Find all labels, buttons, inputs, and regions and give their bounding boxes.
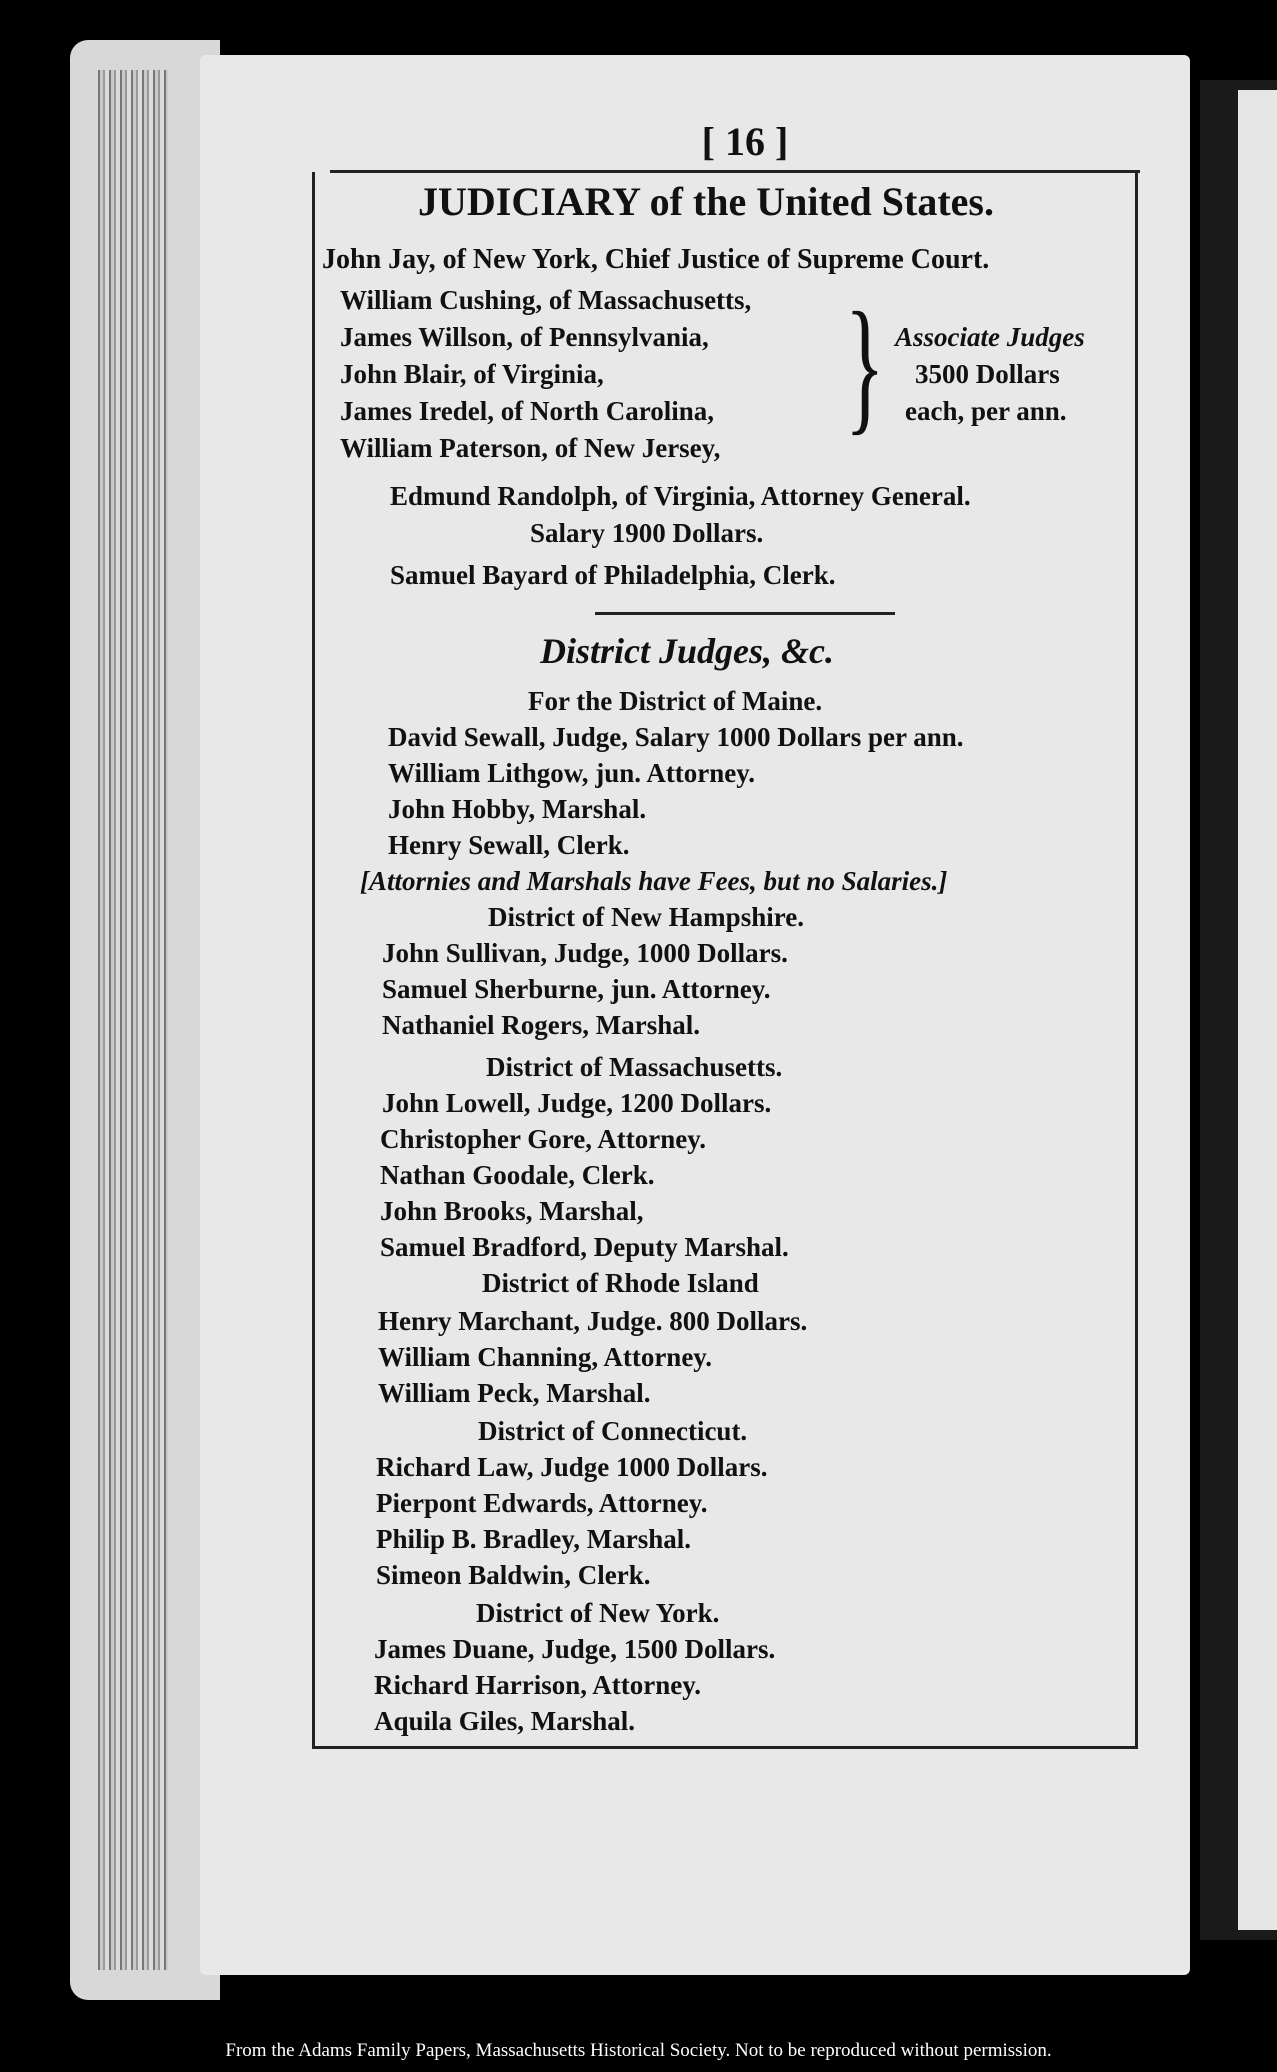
district-line: John Sullivan, Judge, 1000 Dollars. (382, 938, 788, 968)
district-line: District of Massachusetts. (486, 1052, 783, 1082)
attorney-general-line: Edmund Randolph, of Virginia, Attorney General. (390, 481, 971, 511)
associate-judge: James Willson, of Pennsylvania, (340, 322, 709, 352)
district-line: District of Connecticut. (478, 1416, 748, 1446)
page-number: [ 16 ] (701, 119, 789, 164)
district-line: John Hobby, Marshal. (388, 794, 647, 824)
district-line: Pierpont Edwards, Attorney. (376, 1488, 708, 1518)
associate-judge: William Paterson, of New Jersey, (340, 433, 721, 463)
salary-line: Salary 1900 Dollars. (530, 518, 764, 548)
district-line: Henry Marchant, Judge. 800 Dollars. (378, 1306, 808, 1336)
district-line: Henry Sewall, Clerk. (388, 830, 630, 860)
district-line: Samuel Bradford, Deputy Marshal. (380, 1232, 789, 1262)
district-line: William Peck, Marshal. (378, 1378, 651, 1408)
clerk-line: Samuel Bayard of Philadelphia, Clerk. (390, 560, 836, 590)
associate-judge: John Blair, of Virginia, (340, 359, 604, 389)
district-line: Nathaniel Rogers, Marshal. (382, 1010, 700, 1040)
district-line: David Sewall, Judge, Salary 1000 Dollars per ann. (388, 722, 964, 752)
district-line: John Lowell, Judge, 1200 Dollars. (382, 1088, 772, 1118)
district-line: District of New York. (476, 1598, 720, 1628)
facing-page-strip (1238, 90, 1277, 1930)
district-line: Richard Harrison, Attorney. (374, 1670, 701, 1700)
district-line: Nathan Goodale, Clerk. (380, 1160, 655, 1190)
district-heading: District Judges, &c. (540, 631, 834, 671)
associate-note: each, per ann. (905, 396, 1067, 426)
district-line: William Lithgow, jun. Attorney. (388, 758, 756, 788)
section-title: JUDICIARY of the United States. (418, 179, 994, 224)
district-line: Aquila Giles, Marshal. (374, 1706, 636, 1736)
associate-judge: William Cushing, of Massachusetts, (340, 285, 752, 315)
district-line: Simeon Baldwin, Clerk. (376, 1560, 651, 1590)
district-line: [Attornies and Marshals have Fees, but no Salaries.] (360, 866, 948, 896)
chief-justice-line: John Jay, of New York, Chief Justice of Supreme Court. (322, 244, 990, 275)
page-edges (98, 70, 168, 1970)
district-line: Philip B. Bradley, Marshal. (376, 1524, 692, 1554)
district-line: Richard Law, Judge 1000 Dollars. (376, 1452, 768, 1482)
district-line: William Channing, Attorney. (378, 1342, 713, 1372)
associate-note: 3500 Dollars (915, 359, 1060, 389)
district-line: Christopher Gore, Attorney. (380, 1124, 706, 1154)
associate-judge: James Iredel, of North Carolina, (340, 396, 714, 426)
associate-note: Associate Judges (895, 322, 1085, 352)
book-spine-left (70, 40, 220, 2000)
district-line: John Brooks, Marshal, (380, 1196, 644, 1226)
district-line: For the District of Maine. (528, 686, 823, 716)
brace-symbol: } (845, 282, 885, 448)
district-line: District of New Hampshire. (488, 902, 804, 932)
district-line: James Duane, Judge, 1500 Dollars. (374, 1634, 776, 1664)
copyright-footer: From the Adams Family Papers, Massachusetts Historical Society. Not to be reproduced without permission. (225, 2040, 1052, 2061)
district-line: Samuel Sherburne, jun. Attorney. (382, 974, 771, 1004)
section-divider (595, 612, 895, 615)
district-line: District of Rhode Island (482, 1268, 759, 1298)
